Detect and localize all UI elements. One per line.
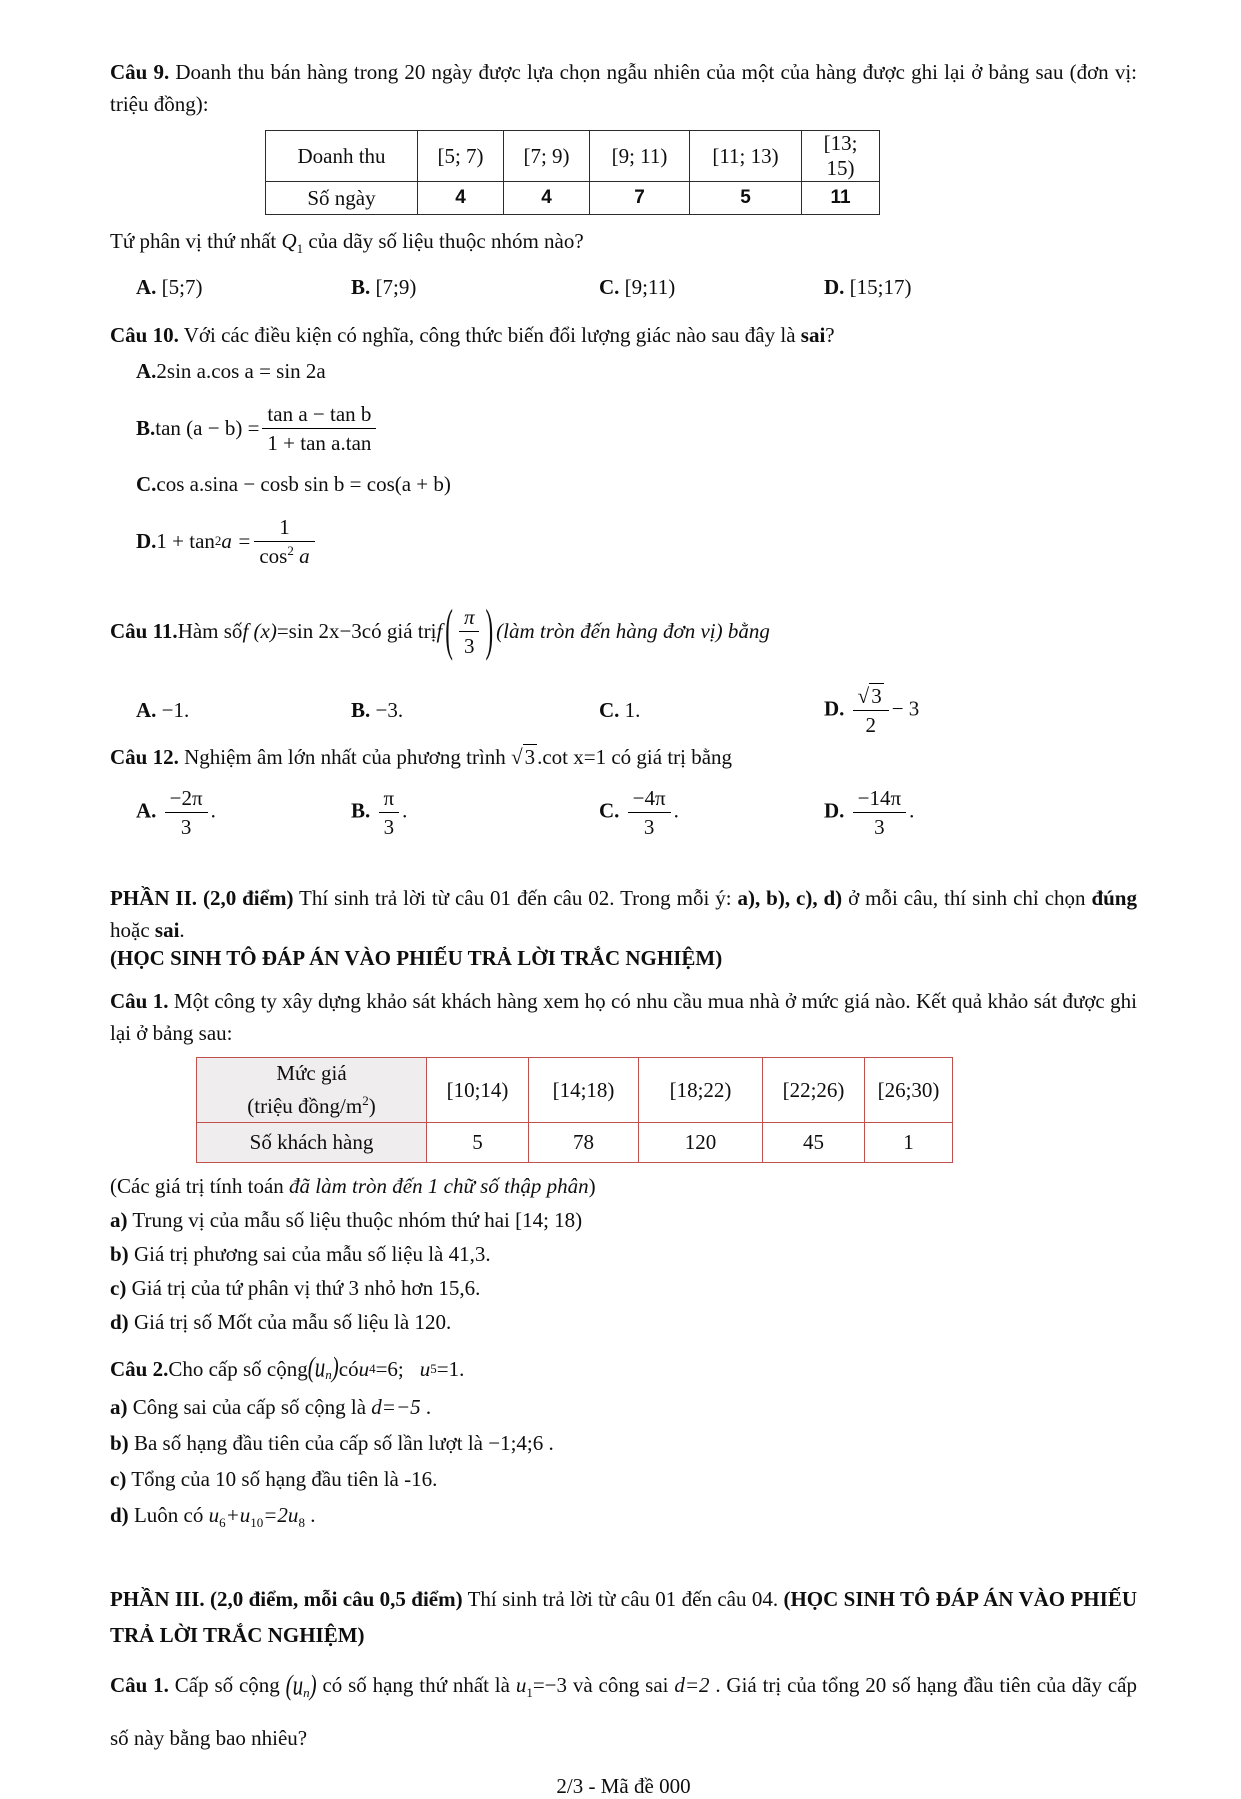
part3-note: (HỌC SINH TÔ ĐÁP ÁN VÀO PHIẾU TRẢ LỜI TRẮC NGHIỆM)	[110, 1587, 1137, 1648]
superscript: 2	[214, 533, 222, 549]
option-value: −1.	[156, 697, 190, 722]
part2-q1-item-b	[110, 1237, 1137, 1271]
question-11-answers	[136, 675, 1137, 745]
table-header-cell: [5; 7)	[418, 131, 504, 182]
option-tail: .	[210, 798, 216, 822]
part2-title: PHẦN II. (2,0 điểm)	[110, 886, 294, 911]
part2-header	[110, 882, 1137, 946]
table-cell: 11	[802, 182, 880, 215]
option-label: B.	[351, 274, 371, 299]
table-row	[266, 131, 880, 182]
bold-word: đúng	[1091, 886, 1137, 911]
part2-q2-text	[110, 1349, 1137, 1389]
math-value: =1	[436, 1356, 460, 1381]
part2-q1-note	[110, 1169, 1137, 1203]
table-cell: 5	[690, 182, 802, 215]
option-label: C.	[599, 274, 620, 299]
table-header-cell: [11; 13)	[690, 131, 802, 182]
function-notation: f (x)	[242, 618, 277, 643]
note-italic: làm tròn đến hàng đơn vị	[503, 618, 716, 643]
table-cell: 7	[590, 182, 690, 215]
answer-option-b	[351, 786, 599, 839]
table-cell: 4	[504, 182, 590, 215]
answer-option-d	[824, 786, 1137, 839]
note-text: )	[588, 1174, 596, 1199]
subscript: 1	[296, 241, 304, 257]
question-10-label: Câu 10.	[110, 323, 179, 348]
part3-title: PHẦN III. (2,0 điểm, mỗi câu 0,5 điểm)	[110, 1587, 463, 1612]
part3-q1-body: . Giá trị của tổng 20 số hạng đầu tiên của dãy cấp số này bằng bao nhiêu?	[110, 1673, 1137, 1750]
table-row	[197, 1058, 953, 1123]
option-tail: .	[909, 798, 915, 822]
item-label: b)	[110, 1242, 129, 1267]
subscript: n	[303, 1685, 310, 1701]
fraction-numerator: π	[463, 604, 475, 629]
answer-option-c	[599, 786, 824, 839]
option-label: B.	[351, 697, 371, 722]
option-formula: a =	[221, 528, 252, 553]
table-row	[197, 1123, 953, 1163]
option-label: A.	[136, 274, 157, 299]
part2-q2-item-a	[110, 1389, 1137, 1425]
item-text: .	[543, 1431, 554, 1456]
part3-q1-label: Câu 1.	[110, 1673, 169, 1698]
seq-open: (u	[285, 1669, 304, 1702]
option-value: [9;11)	[619, 274, 676, 299]
item-text: Luôn có	[128, 1503, 209, 1528]
part2-instructions: hoặc	[110, 918, 155, 943]
math-symbol: Q	[281, 229, 297, 253]
item-text: Ba số hạng đầu tiên của cấp số lần lượt là	[128, 1431, 489, 1456]
answer-option-a	[136, 698, 351, 723]
part2-note-line: (HỌC SINH TÔ ĐÁP ÁN VÀO PHIẾU TRẢ LỜI TRẮC NGHIỆM)	[110, 946, 723, 971]
option-tail: .	[402, 798, 408, 822]
item-math: d=−5	[371, 1395, 421, 1420]
option-formula: 2sin a.cos a = sin 2a	[156, 359, 326, 384]
part2-instructions: Thí sinh trả lời từ câu 01 đến câu 02. Trong mỗi ý:	[293, 886, 738, 911]
part2-q1-item-c	[110, 1271, 1137, 1305]
seq-close: )	[331, 1350, 339, 1384]
question-12-formula: .cot x=1	[537, 745, 607, 770]
question-11-text	[110, 587, 1137, 675]
option-label: A.	[136, 359, 157, 384]
fraction-denominator: 3	[628, 812, 671, 839]
option-value: [15;17)	[844, 274, 912, 299]
fraction	[262, 402, 376, 455]
fraction-numerator: π	[383, 785, 395, 810]
fraction	[853, 786, 906, 839]
option-value: 1.	[619, 697, 641, 722]
math-symbol: =2u	[263, 1503, 299, 1528]
question-9-answers	[136, 267, 1137, 307]
bold-word: sai	[154, 918, 180, 943]
table-row	[266, 182, 880, 215]
table-cell: 4	[418, 182, 504, 215]
function-expression: =sin 2x−3	[276, 618, 362, 643]
subscript: 10	[250, 1515, 264, 1531]
item-text: .	[304, 1503, 316, 1528]
note-text: (Các giá trị tính toán	[110, 1174, 290, 1199]
option-label: C.	[136, 472, 157, 497]
answer-option-a	[136, 786, 351, 839]
math-symbol: +u	[225, 1503, 251, 1528]
fraction-denominator: 1 + tan a.tan	[262, 428, 376, 455]
item-text: Trung vị của mẫu số liệu thuộc nhóm thứ hai [14; 18)	[127, 1208, 583, 1233]
question-9-text	[110, 56, 1137, 120]
header-line2-close: )	[368, 1094, 376, 1119]
math-value: d=2	[674, 1673, 710, 1698]
fraction	[853, 684, 889, 737]
option-formula: 1 + tan	[156, 528, 215, 553]
item-label: a)	[110, 1208, 128, 1233]
note-paren: (	[496, 618, 504, 643]
bold-word: sai	[800, 323, 826, 348]
question-11-body: có giá trị	[361, 618, 437, 643]
part2-q1-body: Một công ty xây dựng khảo sát khách hàng xem họ có nhu cầu mua nhà ở mức giá nào. Kết quả khảo sát được ghi lại ở bảng sau:	[110, 989, 1137, 1046]
subscript: 8	[298, 1515, 305, 1531]
table-cell: Số ngày	[266, 182, 418, 215]
table-header-cell: [7; 9)	[504, 131, 590, 182]
seq-open: (u	[307, 1350, 326, 1384]
note-italic: đã làm tròn đến 1 chữ số thập phân	[289, 1174, 589, 1199]
math-symbol: u	[208, 1503, 220, 1528]
option-label: C.	[599, 697, 620, 722]
q10-option-b	[136, 390, 1137, 466]
option-label: C.	[599, 798, 620, 822]
table-header-cell: [18;22)	[639, 1058, 763, 1123]
superscript: 2	[287, 542, 294, 558]
option-label: B.	[136, 415, 156, 440]
part2-q2-item-b	[110, 1425, 1137, 1461]
table-cell: 5	[427, 1123, 529, 1163]
big-paren-open: (	[445, 598, 453, 662]
question-12-body: có giá trị bằng	[606, 745, 733, 770]
math-symbol: f	[436, 618, 443, 643]
question-12-label: Câu 12.	[110, 745, 179, 770]
radical-sign: √	[857, 683, 870, 708]
radical	[858, 683, 884, 708]
superscript: 2	[362, 1093, 369, 1109]
option-value: [5;7)	[156, 274, 203, 299]
option-formula: cos a.sina − cosb sin b = cos(a + b)	[156, 472, 451, 497]
seq-close: )	[309, 1669, 317, 1702]
question-10-text	[110, 319, 1137, 351]
item-label: c)	[110, 1467, 127, 1492]
den-base: cos	[259, 543, 288, 568]
math-value: =−3	[532, 1673, 567, 1698]
q10-option-d	[136, 503, 1137, 579]
option-tail: .	[673, 798, 679, 822]
prompt-text: của dãy số liệu thuộc nhóm nào?	[303, 229, 584, 253]
part3-instructions: Thí sinh trả lời từ câu 01 đến câu 04.	[462, 1587, 784, 1612]
big-paren-close: )	[485, 598, 494, 662]
fraction-numerator	[853, 684, 889, 710]
part2-q2-body: có	[338, 1356, 359, 1381]
option-formula: tan (a − b) =	[155, 415, 260, 440]
part2-q1-table	[196, 1057, 953, 1163]
part2-q2-body: .	[459, 1356, 465, 1381]
part3-q1-body: có số hạng thứ nhất là	[316, 1673, 516, 1698]
part2-q1-item-a	[110, 1203, 1137, 1237]
table-cell: 45	[763, 1123, 865, 1163]
table-header-cell: [10;14)	[427, 1058, 529, 1123]
option-label: B.	[351, 798, 371, 822]
part2-q1-label: Câu 1.	[110, 989, 169, 1014]
fraction-numerator: 1	[279, 514, 290, 539]
question-9-label: Câu 9.	[110, 60, 170, 84]
option-label: A.	[136, 697, 157, 722]
item-text: Tổng của 10 số hạng đầu tiên là -16.	[126, 1467, 438, 1492]
item-text: Công sai của cấp số cộng là	[127, 1395, 372, 1420]
prompt-text: Tứ phân vị thứ nhất	[110, 229, 282, 253]
math-symbol: u	[358, 1356, 370, 1381]
fraction-numerator: tan a − tan b	[267, 401, 372, 426]
table-header-cell: Doanh thu	[266, 131, 418, 182]
part3-q1-body: và công sai	[567, 1673, 675, 1698]
fraction	[165, 786, 208, 839]
den-tail: a	[293, 543, 310, 568]
header-line1: Mức giá	[276, 1061, 347, 1086]
part3-q1-body: Cấp số cộng	[168, 1673, 286, 1698]
fraction-denominator: 3	[379, 812, 400, 839]
fraction-denominator: 2	[853, 710, 889, 737]
answer-option-c	[599, 275, 824, 300]
math-symbol: u	[515, 1673, 527, 1698]
subscript: 1	[526, 1685, 533, 1701]
fraction-numerator: −14π	[857, 785, 902, 810]
question-12-text	[110, 745, 1137, 770]
q10-option-c	[136, 472, 1137, 497]
part3-header	[110, 1581, 1137, 1653]
answer-option-b	[351, 698, 599, 723]
question-12-answers	[136, 776, 1137, 848]
table-header-cell: [14;18)	[529, 1058, 639, 1123]
page-footer: 2/3 - Mã đề 000	[556, 1773, 691, 1798]
sequence-notation	[307, 1350, 339, 1384]
item-label: d)	[110, 1310, 129, 1335]
radical-sign: √	[511, 745, 523, 770]
part2-q2-body: Cho cấp số cộng	[168, 1356, 308, 1381]
math-symbol: u	[419, 1356, 431, 1381]
part2-q2-item-d	[110, 1497, 1137, 1541]
subscript: 4	[369, 1361, 376, 1377]
option-value: −3.	[370, 697, 404, 722]
note-paren: ) bằng	[715, 618, 770, 643]
answer-option-a	[136, 275, 351, 300]
table-header-cell: [9; 11)	[590, 131, 690, 182]
item-label: d)	[110, 1503, 129, 1528]
fraction-numerator: −2π	[169, 785, 203, 810]
part3-q1-text	[110, 1663, 1137, 1759]
item-math: −1;4;6	[488, 1431, 544, 1456]
table-header-cell: [22;26)	[763, 1058, 865, 1123]
answer-option-c	[599, 698, 824, 723]
question-9-table	[265, 130, 880, 215]
table-cell: 78	[529, 1123, 639, 1163]
question-11-label: Câu 11.	[110, 618, 178, 643]
subscript: 5	[430, 1361, 437, 1377]
part2-q2-label: Câu 2.	[110, 1356, 169, 1381]
sequence-notation	[285, 1669, 317, 1702]
table-header-cell	[197, 1058, 427, 1123]
math-value: =6;	[375, 1356, 404, 1381]
option-label: D.	[824, 798, 845, 822]
radical-argument: 3	[871, 683, 882, 708]
question-9-body: Doanh thu bán hàng trong 20 ngày được lựa chọn ngẫu nhiên của một của hàng được ghi lại ở bảng sau (đơn vị: triệu đồng):	[110, 60, 1137, 116]
fraction	[254, 515, 314, 568]
answer-option-b	[351, 275, 599, 300]
item-text: Giá trị phương sai của mẫu số liệu là 41,3.	[128, 1242, 491, 1267]
subscript: n	[325, 1367, 332, 1383]
part2-q1-item-d	[110, 1305, 1137, 1339]
fraction-denominator: 3	[459, 631, 480, 658]
table-cell: Số khách hàng	[197, 1123, 427, 1163]
table-cell: 1	[865, 1123, 953, 1163]
part2-instructions: ở mỗi câu, thí sinh chỉ chọn	[842, 886, 1092, 911]
part2-q1-text	[110, 985, 1137, 1049]
item-label: b)	[110, 1431, 129, 1456]
question-9-prompt	[110, 229, 1137, 257]
fraction	[628, 786, 671, 839]
item-text: Giá trị số Mốt của mẫu số liệu là 120.	[128, 1310, 452, 1335]
question-12-body: Nghiệm âm lớn nhất của phương trình	[178, 745, 512, 770]
answer-option-d	[824, 684, 1137, 737]
q10-option-a	[136, 359, 1137, 384]
item-label: c)	[110, 1276, 127, 1301]
answer-option-d	[824, 275, 1137, 300]
option-label: D.	[824, 696, 845, 720]
item-label: a)	[110, 1395, 128, 1420]
item-text: Giá trị của tứ phân vị thứ 3 nhỏ hơn 15,6.	[126, 1276, 481, 1301]
table-header-cell: [26;30)	[865, 1058, 953, 1123]
radical	[511, 744, 537, 769]
subscript: 6	[219, 1515, 226, 1531]
part2-instructions: .	[179, 918, 185, 943]
question-10-body-end: ?	[825, 323, 835, 348]
option-label: A.	[136, 798, 157, 822]
option-value: [7;9)	[370, 274, 417, 299]
table-cell: 120	[639, 1123, 763, 1163]
header-line2: (triệu đồng/m	[247, 1094, 363, 1119]
fraction	[379, 786, 400, 839]
table-header-cell: [13; 15)	[802, 131, 880, 182]
fraction	[459, 605, 480, 658]
option-label: D.	[824, 274, 845, 299]
fraction-denominator	[254, 541, 314, 568]
item-text: .	[420, 1395, 432, 1420]
question-10-body: Với các điều kiện có nghĩa, công thức biến đổi lượng giác nào sau đây là	[178, 323, 801, 348]
option-label: D.	[136, 528, 157, 553]
part2-bold-items: a), b), c), d)	[737, 886, 843, 911]
fraction-denominator: 3	[853, 812, 906, 839]
radical-argument: 3	[524, 745, 536, 770]
fraction-denominator: 3	[165, 812, 208, 839]
part2-q2-item-c	[110, 1461, 1137, 1497]
question-11-body: Hàm số	[177, 618, 243, 643]
fraction-numerator: −4π	[632, 785, 666, 810]
option-value: − 3	[891, 696, 920, 720]
